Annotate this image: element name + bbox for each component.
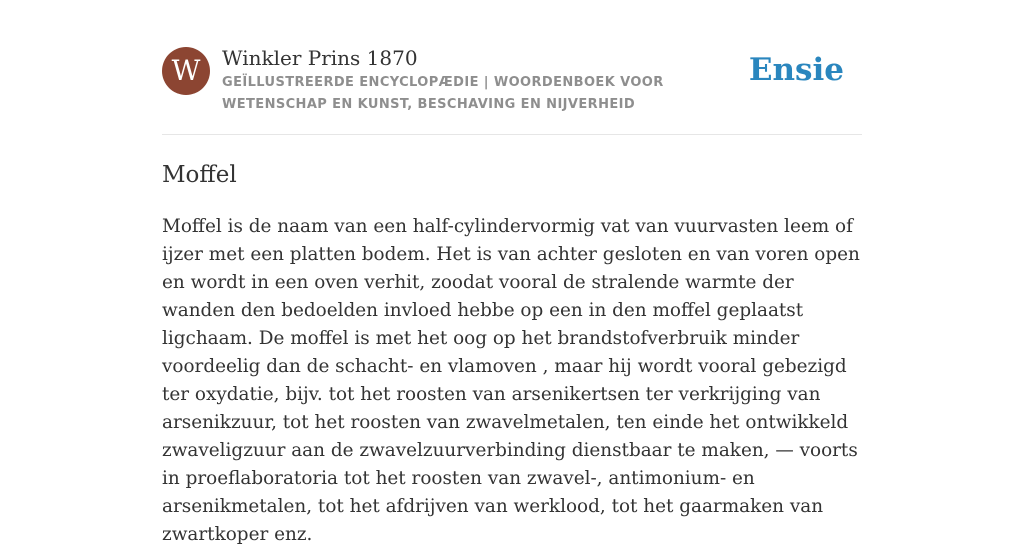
content-container	[162, 0, 862, 549]
source-header	[162, 0, 862, 135]
source-avatar[interactable]: W	[162, 47, 210, 95]
source-title[interactable]: Winkler Prins 1870	[222, 46, 418, 70]
article-title: Moffel	[162, 162, 237, 188]
source-subtitle: GEÏLLUSTREERDE ENCYCLOPÆDIE | WOORDENBOEK VOOR WETENSCHAP EN KUNST, BESCHAVING EN NIJVERHEID	[222, 75, 664, 112]
article-body: Moffel is de naam van een half-cylindervormig vat van vuurvasten leem of ijzer met een platten bodem. Het is van achter gesloten en van voren open en wordt in een oven verhit, zoodat vooral de stralende warmte der wanden den bedoelden invloed hebbe op een in den moffel geplaatst ligchaam. De moffel is met het oog op het brandstofverbruik minder voordeelig dan de schacht- en vlamoven , maar hij wordt vooral gebezigd ter oxydatie, bijv. tot het roosten van arsenikertsen ter verkrijging van arsenikzuur, tot het roosten van zwavelmetalen, ten einde het ontwikkeld zwaveligzuur aan de zwavelzuurverbinding dienstbaar te maken, — voorts in proeflaboratoria tot het roosten van zwavel-, antimonium- en arsenikmetalen, tot het afdrijven van werklood, tot het gaarmaken van zwartkoper enz.	[162, 216, 860, 545]
ensie-logo-link[interactable]: Ensie	[748, 52, 844, 88]
